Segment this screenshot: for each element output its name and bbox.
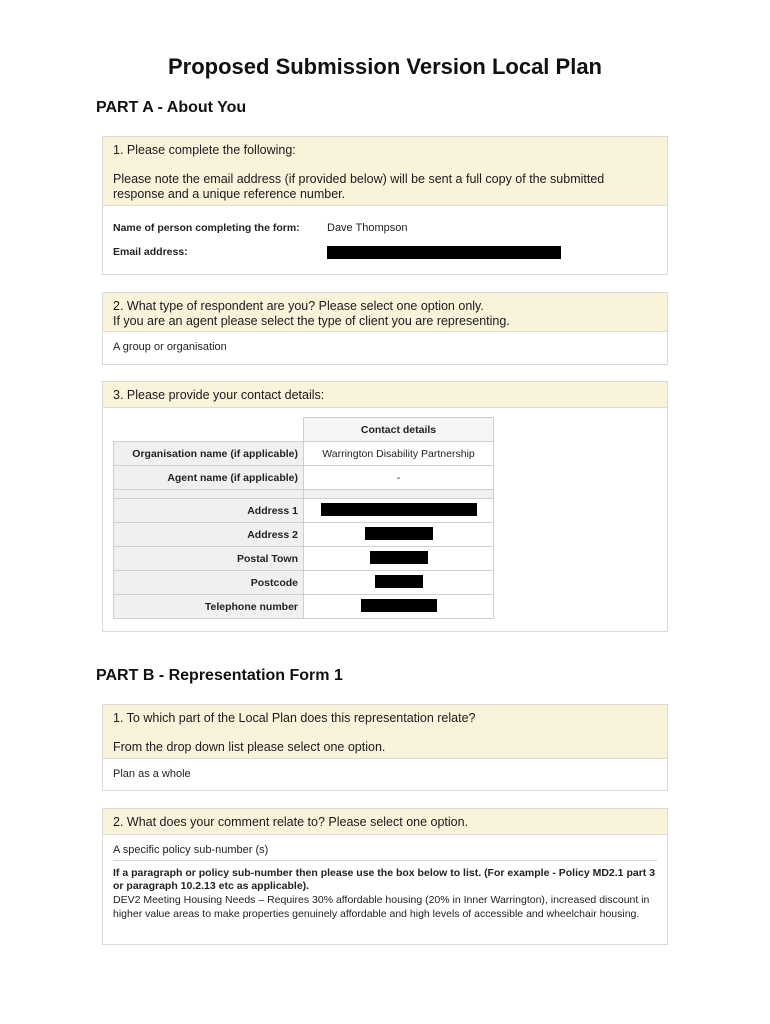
telephone-label: Telephone number bbox=[114, 595, 304, 619]
table-row bbox=[114, 595, 494, 619]
comment-text: DEV2 Meeting Housing Needs – Requires 30% affordable housing (20% in Inner Warrington), increased discount in higher value areas to make properties genuinely affordable and high levels of accessible and wheelchair housing. bbox=[113, 894, 650, 920]
question-2-note: If you are an agent please select the type of client you are representing. bbox=[113, 314, 510, 328]
comment-instruction: If a paragraph or policy sub-number then please use the box below to list. (For example - Policy MD2.1 part 3 or paragraph 10.2.13 etc as applicable). bbox=[113, 867, 656, 892]
agent-label: Agent name (if applicable) bbox=[114, 466, 304, 490]
table-row bbox=[114, 466, 494, 490]
table-row bbox=[114, 571, 494, 595]
address-1-label: Address 1 bbox=[114, 499, 304, 523]
name-value: Dave Thompson bbox=[327, 222, 408, 234]
question-2-text: 2. What type of respondent are you? Please select one option only. bbox=[113, 299, 484, 313]
question-1-note: Please note the email address (if provided below) will be sent a full copy of the submitted response and a unique reference number. bbox=[113, 172, 605, 201]
part-b-question-1-header bbox=[103, 705, 667, 759]
contact-details-table bbox=[113, 417, 494, 619]
document-title: Proposed Submission Version Local Plan bbox=[168, 54, 602, 79]
email-redaction bbox=[327, 246, 561, 259]
question-1-text: 1. Please complete the following: bbox=[113, 143, 296, 157]
organisation-value: Warrington Disability Partnership bbox=[304, 442, 494, 466]
telephone-redaction bbox=[361, 599, 437, 612]
part-b-question-1-note: From the drop down list please select one option. bbox=[113, 740, 386, 754]
agent-value: - bbox=[304, 466, 494, 490]
contact-details-header: Contact details bbox=[304, 418, 494, 442]
table-row bbox=[114, 499, 494, 523]
address-1-redaction bbox=[321, 503, 477, 516]
name-label: Name of person completing the form: bbox=[113, 222, 300, 234]
part-b-question-2-text: 2. What does your comment relate to? Please select one option. bbox=[113, 815, 469, 829]
organisation-label: Organisation name (if applicable) bbox=[114, 442, 304, 466]
question-1-header bbox=[103, 137, 667, 206]
question-3-text: 3. Please provide your contact details: bbox=[113, 388, 325, 402]
email-field-row bbox=[113, 240, 657, 264]
part-a-question-2 bbox=[102, 292, 668, 365]
respondent-type-answer: A group or organisation bbox=[113, 341, 227, 353]
name-field-row bbox=[113, 216, 657, 240]
table-row bbox=[114, 523, 494, 547]
comment-relates-answer: A specific policy sub-number (s) bbox=[113, 844, 269, 856]
email-label: Email address: bbox=[113, 246, 188, 258]
part-b-heading: PART B - Representation Form 1 bbox=[96, 667, 343, 684]
address-2-redaction bbox=[365, 527, 433, 540]
part-a-question-3 bbox=[102, 381, 668, 632]
part-a-heading: PART A - About You bbox=[96, 99, 247, 116]
divider bbox=[113, 860, 657, 861]
plan-part-answer: Plan as a whole bbox=[113, 768, 191, 780]
question-3-header bbox=[103, 382, 667, 408]
table-row bbox=[114, 442, 494, 466]
postcode-label: Postcode bbox=[114, 571, 304, 595]
address-2-label: Address 2 bbox=[114, 523, 304, 547]
part-b-question-1-text: 1. To which part of the Local Plan does this representation relate? bbox=[113, 711, 476, 725]
part-b-question-1 bbox=[102, 704, 668, 791]
postcode-redaction bbox=[375, 575, 423, 588]
part-b-question-2 bbox=[102, 808, 668, 945]
postal-town-redaction bbox=[370, 551, 428, 564]
part-b-question-2-header bbox=[103, 809, 667, 835]
part-a-question-1 bbox=[102, 136, 668, 275]
table-row bbox=[114, 547, 494, 571]
question-2-header bbox=[103, 293, 667, 332]
postal-town-label: Postal Town bbox=[114, 547, 304, 571]
